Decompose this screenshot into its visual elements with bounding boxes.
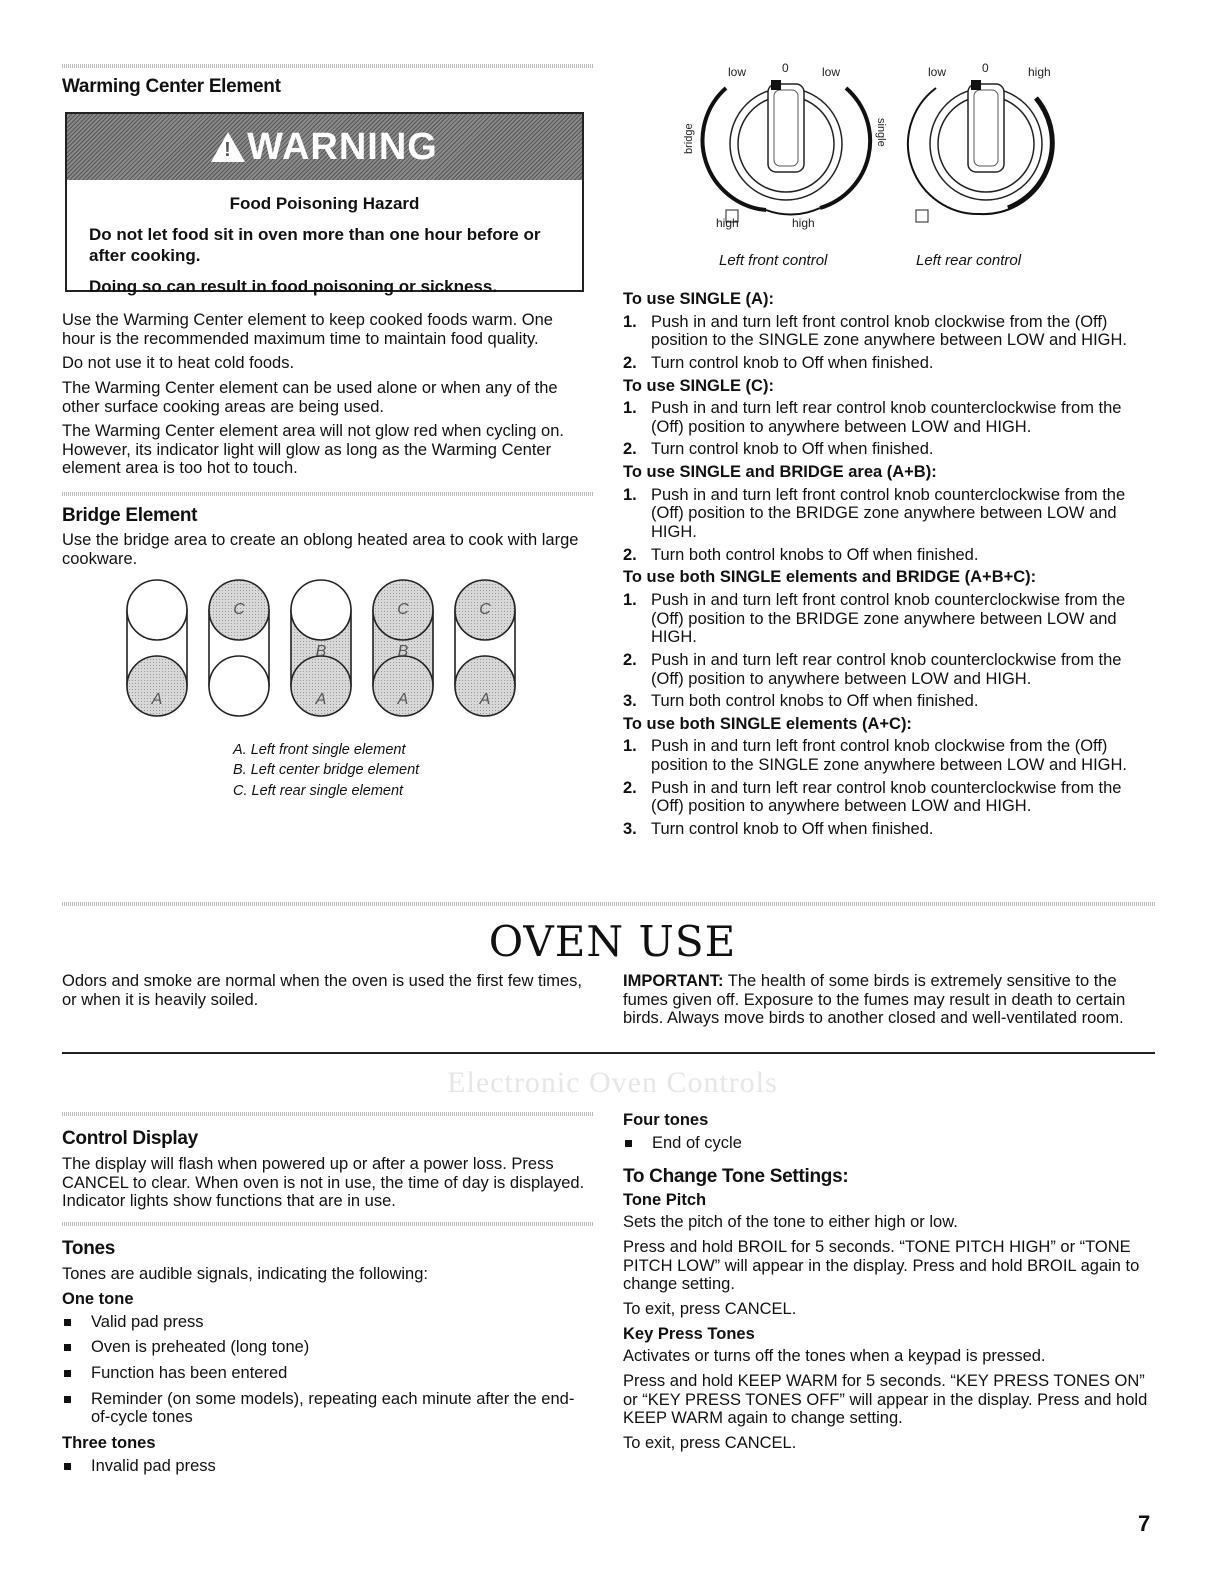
control-display-heading: Control Display (62, 1128, 198, 1149)
control-knobs-diagram (670, 58, 1070, 268)
tone-settings-section (623, 1108, 1155, 1458)
four-tones-heading: Four tones (623, 1111, 709, 1129)
list-item: 3. Turn control knob to Off when finished. (623, 820, 934, 839)
label-c-5: C (479, 601, 491, 618)
rear-off: 0 (982, 61, 989, 75)
oven-use-title: OVEN USE (488, 917, 737, 966)
front-bridge: bridge (683, 123, 695, 154)
bridge-element-heading: Bridge Element (62, 505, 198, 526)
change-tone-heading: To Change Tone Settings: (623, 1166, 849, 1188)
important-label: IMPORTANT: (623, 972, 724, 990)
front-off: 0 (782, 61, 789, 75)
warning-triangle-icon (211, 132, 245, 162)
label-a-1: A (151, 691, 163, 708)
label-c-4: C (397, 601, 409, 618)
list-item: Invalid pad press (62, 1457, 590, 1476)
list-item: 2. Turn control knob to Off when finished. (623, 440, 934, 459)
list-item: End of cycle (623, 1134, 1155, 1153)
four-tones-list (623, 1134, 1155, 1153)
list-item: 2. Turn both control knobs to Off when finished. (623, 545, 979, 564)
key-press-p1: Activates or turns off the tones when a keypad is pressed. (623, 1347, 1046, 1366)
caption-a: A. Left front single element (233, 742, 406, 758)
label-a-4: A (397, 691, 409, 708)
caption-b: B. Left center bridge element (233, 762, 420, 779)
list-item: 3. Turn both control knobs to Off when finished. (623, 692, 979, 711)
tone-pitch-p3: To exit, press CANCEL. (623, 1299, 797, 1318)
list-item: Reminder (on some models), repeating each minute after the end-of-cycle tones (62, 1390, 590, 1427)
front-control-caption: Left front control (719, 252, 828, 269)
key-press-p3: To exit, press CANCEL. (623, 1433, 797, 1452)
single-instructions (623, 287, 1155, 843)
label-a-5: A (479, 691, 491, 708)
three-tones-heading: Three tones (62, 1433, 156, 1452)
label-b-3: B (315, 643, 327, 660)
front-high-1: high (716, 216, 739, 230)
single-bridge-heading: To use SINGLE and BRIDGE area (A+B): (623, 463, 937, 482)
list-item: 2. Turn control knob to Off when finished. (623, 353, 934, 372)
left-front-knob-icon (703, 80, 871, 222)
front-single: single (875, 118, 887, 147)
one-tone-heading: One tone (62, 1290, 134, 1309)
both-bridge-heading: To use both SINGLE elements and BRIDGE (A+B+C): (623, 568, 1037, 587)
both-single-heading: To use both SINGLE elements (A+C): (623, 714, 912, 733)
one-tone-list (62, 1313, 590, 1427)
both-single-steps (623, 737, 1155, 838)
list-item: Oven is preheated (long tone) (62, 1338, 590, 1357)
warming-paragraph-4: The Warming Center element area will not glow red when cycling on. However, its indicator light will glow as long as the Warming Center element area is too hot to touch. (62, 422, 564, 478)
list-item: 1. Push in and turn left front control knob counterclockwise from the (Off) position to the BRIDGE zone anywhere between LOW and HIGH. (623, 485, 1126, 542)
single-bridge-steps (623, 486, 1155, 565)
list-item: Valid pad press (62, 1313, 590, 1332)
warming-body (62, 311, 590, 484)
front-low-left: low (728, 65, 747, 79)
single-c-steps (623, 399, 1155, 459)
list-item: 1. Push in and turn left front control knob clockwise from the (Off) position to the SINGLE zone anywhere between LOW and HIGH. (623, 312, 1128, 350)
single-a-steps (623, 313, 1155, 373)
label-c-2: C (233, 601, 245, 618)
front-low-right: low (822, 65, 841, 79)
warning-text-2: Doing so can result in food poisoning or sickness. (89, 277, 498, 297)
page-number: 7 (1138, 1511, 1151, 1536)
bridge-captions (233, 740, 419, 801)
tones-section (62, 1238, 590, 1482)
list-item: 2. Push in and turn left rear control knob counterclockwise from the (Off) position to anywhere between LOW and HIGH. (623, 778, 1122, 816)
list-item: 1. Push in and turn left front control knob counterclockwise from the (Off) position to the BRIDGE zone anywhere between LOW and HIGH. (623, 590, 1126, 647)
bridge-paragraph: Use the bridge area to create an oblong heated area to cook with large cookware. (62, 531, 579, 568)
list-item: Function has been entered (62, 1364, 590, 1383)
list-item: 1. Push in and turn left rear control knob counterclockwise from the (Off) position to anywhere between LOW and HIGH. (623, 399, 1122, 436)
key-press-p2: Press and hold KEEP WARM for 5 seconds. “KEY PRESS TONES ON” or “KEY PRESS TONES OFF” will appear in the display. Press and hold KEEP WARM again to change setting. (623, 1371, 1148, 1428)
important-paragraph (623, 972, 1155, 1028)
tones-heading: Tones (62, 1238, 116, 1259)
single-c-heading: To use SINGLE (C): (623, 376, 774, 395)
tone-pitch-p2: Press and hold BROIL for 5 seconds. “TONE PITCH HIGH” or “TONE PITCH LOW” will appear in the display. Press and hold BROIL again to change setting. (623, 1238, 1140, 1294)
odors-paragraph: Odors and smoke are normal when the oven is used the first few times, or when it is heavily soiled. (62, 972, 582, 1009)
warming-paragraph-2: Do not use it to heat cold foods. (62, 354, 295, 373)
warming-center-heading: Warming Center Element (62, 76, 281, 97)
both-bridge-steps (623, 591, 1155, 711)
tone-pitch-heading: Tone Pitch (623, 1190, 707, 1209)
important-text: The health of some birds is extremely sensitive to the fumes given off. Exposure to the fumes may result in death to certain birds. Always move birds to another closed and well-ventilated room. (623, 972, 1126, 1028)
rear-low: low (928, 65, 947, 79)
warning-title: WARNING (247, 125, 438, 168)
electronic-oven-controls-title: Electronic Oven Controls (447, 1066, 778, 1099)
label-b-4: B (397, 643, 409, 660)
warning-box (65, 112, 584, 297)
control-display-paragraph: The display will flash when powered up or after a power loss. Press CANCEL to clear. When oven is not in use, the time of day is displayed. Indicator lights show functions that are in use. (62, 1155, 585, 1211)
three-tones-list (62, 1457, 590, 1476)
front-high-2: high (792, 216, 815, 230)
caption-c: C. Left rear single element (233, 782, 404, 799)
left-rear-knob-icon (908, 80, 1053, 222)
list-item: 1. Push in and turn left front control knob clockwise from the (Off) position to the SINGLE zone anywhere between LOW and HIGH. (623, 737, 1128, 775)
key-press-heading: Key Press Tones (623, 1324, 755, 1343)
bridge-diagram (120, 572, 520, 742)
list-item: 2. Push in and turn left rear control knob counterclockwise from the (Off) position to anywhere between LOW and HIGH. (623, 650, 1122, 688)
warming-paragraph-3: The Warming Center element can be used alone or when any of the other surface cooking areas are being used. (62, 378, 558, 416)
hazard-title: Food Poisoning Hazard (229, 194, 420, 213)
warming-paragraph-1: Use the Warming Center element to keep cooked foods warm. One hour is the recommended maximum time to maintain food quality. (62, 311, 553, 348)
warning-text-1: Do not let food sit in oven more than one hour before or after cooking. (89, 225, 541, 265)
label-a-3: A (315, 691, 327, 708)
rear-control-caption: Left rear control (916, 252, 1022, 269)
tone-pitch-p1: Sets the pitch of the tone to either high or low. (623, 1213, 958, 1232)
tones-paragraph: Tones are audible signals, indicating the following: (62, 1265, 428, 1284)
rear-high: high (1028, 65, 1051, 79)
single-a-heading: To use SINGLE (A): (623, 290, 774, 308)
